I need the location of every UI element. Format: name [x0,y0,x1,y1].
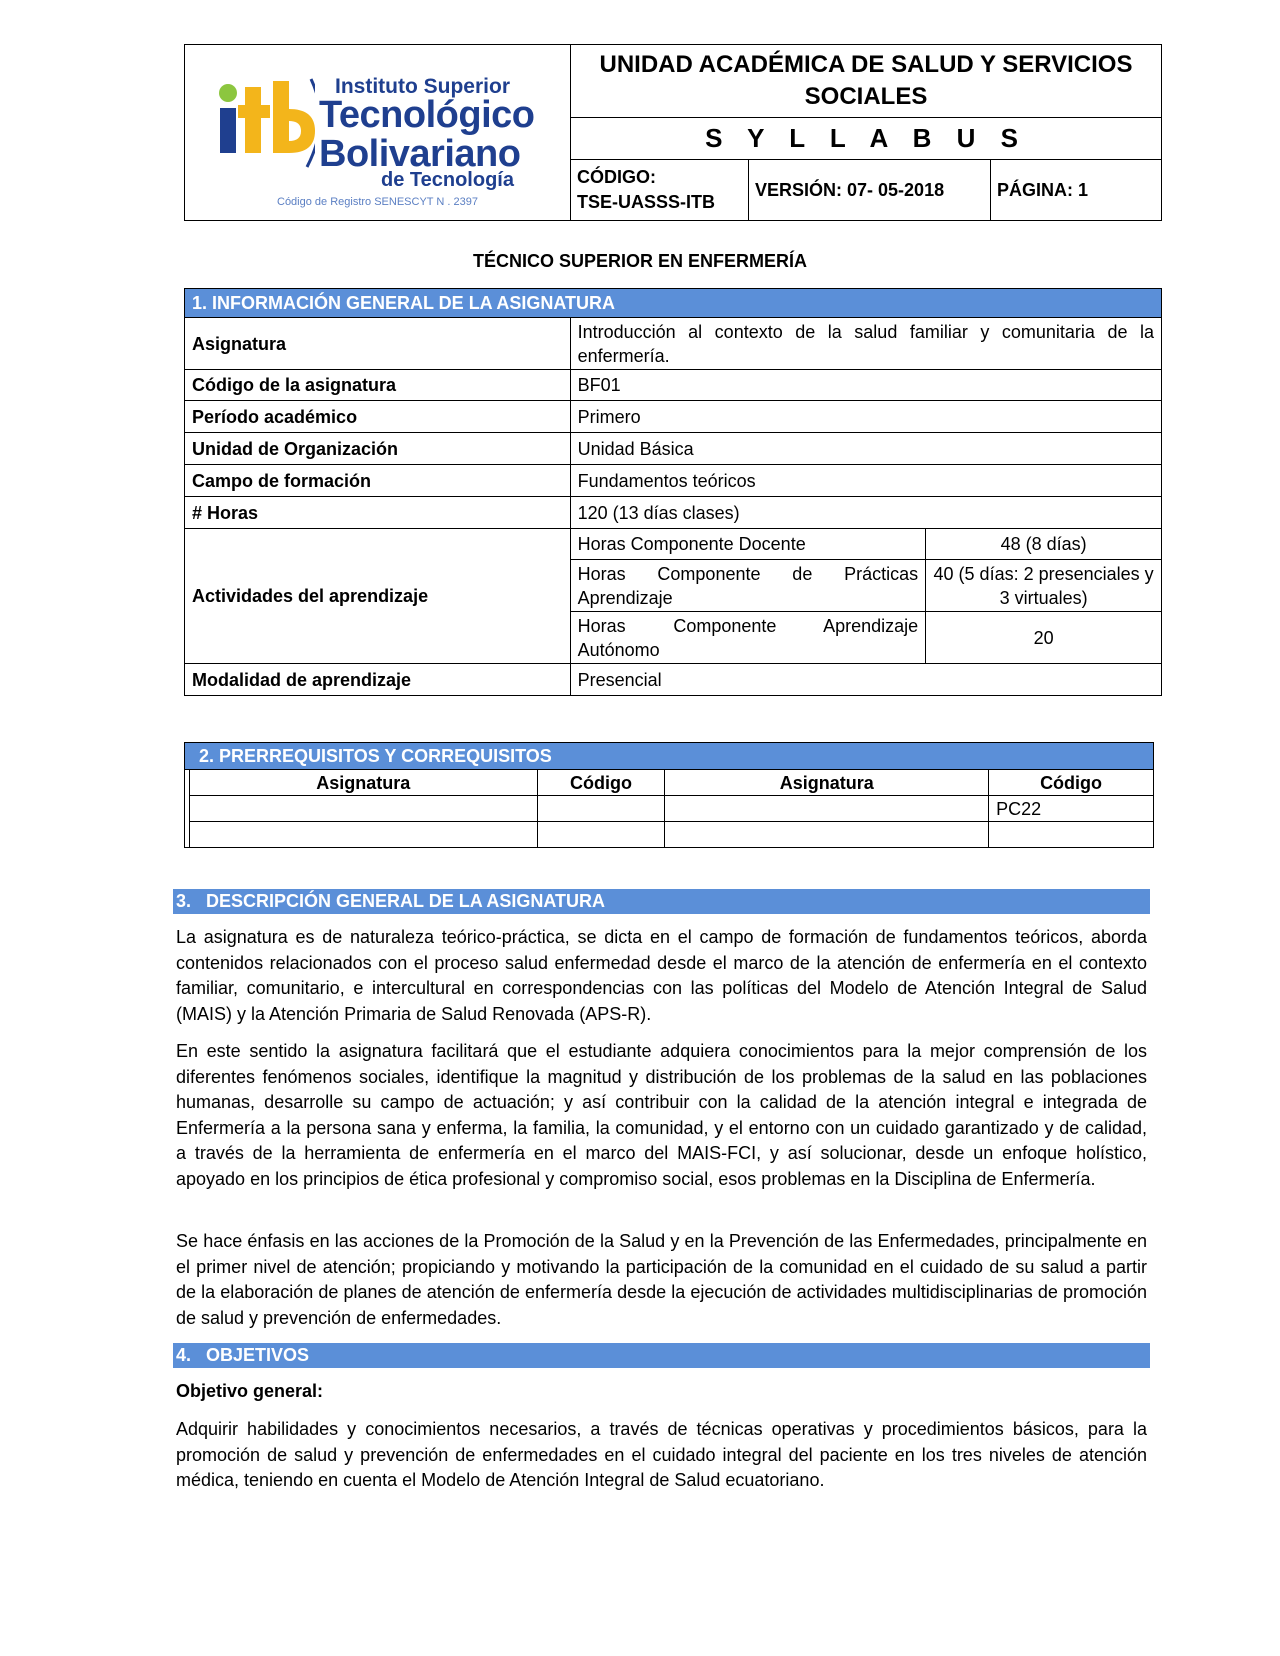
logo-line-4: de Tecnología [381,169,514,191]
row-label: Período académico [185,401,571,433]
table-cell [665,822,989,848]
activity-hours: 40 (5 días: 2 presenciales y 3 virtuales) [926,560,1162,612]
document-header [184,44,1162,221]
logo-line-2: Tecnológico [319,94,535,136]
code-label: CÓDIGO: [577,167,656,187]
row-label: Campo de formación [185,465,571,497]
row-value: Unidad Básica [570,433,1161,465]
table-cell [537,796,665,822]
section1-header-row [185,289,1162,318]
row-label: Modalidad de aprendizaje [185,664,571,696]
section4-title: OBJETIVOS [206,1345,310,1365]
logo-line-3: Bolivariano [319,133,521,175]
table-cell [189,796,537,822]
row-label: # Horas [185,497,571,529]
general-info-table [184,288,1162,696]
row-label: Código de la asignatura [185,370,571,401]
column-header: Asignatura [189,770,537,796]
version-cell: VERSIÓN: 07- 05-2018 [749,160,991,220]
section4-number: 4. [176,1345,192,1365]
table-cell: PC22 [989,796,1154,822]
prerequisites-table [184,742,1154,848]
program-title: TÉCNICO SUPERIOR EN ENFERMERÍA [472,251,808,271]
row-label: Asignatura [185,318,571,370]
section2-title: 2. PRERREQUISITOS Y CORREQUISITOS [185,743,1154,770]
section3-title: DESCRIPCIÓN GENERAL DE LA ASIGNATURA [206,891,606,911]
section1-title: 1. INFORMACIÓN GENERAL DE LA ASIGNATURA [185,289,1162,318]
row-label: Unidad de Organización [185,433,571,465]
itb-logo-icon [215,75,315,175]
table-row [185,529,1162,560]
section3-header [173,889,1150,914]
page-number-cell: PÁGINA: 1 [997,179,1089,200]
table-row [185,465,1162,497]
general-objective-text: Adquirir habilidades y conocimientos necesarios, a través de técnicas operativas y procedimientos básicos, para la promoción de salud y prevención de enfermedades en el cuidado integral del paciente en los tres niveles de atención médica, teniendo en cuenta el Modelo de Atención Integral de Salud ecuatoriano. [176,1419,1147,1490]
table-row [185,433,1162,465]
table-row [185,318,1162,370]
table-header-row [185,770,1154,796]
activities-label: Actividades del aprendizaje [185,529,571,664]
academic-unit: UNIDAD ACADÉMICA DE SALUD Y SERVICIOS SOCIALES [571,45,1161,118]
activity-hours: 20 [926,612,1162,664]
table-row [185,370,1162,401]
description-paragraph-2: En este sentido la asignatura facilitará que el estudiante adquiera conocimientos para la mejor comprensión de los diferentes fenómenos sociales, identifique la magnitud y distribución de los problemas de la salud en las poblaciones humanas, desarrolle su campo de actuación; y así contribuir con la calidad de la atención integral e integrada de Enfermería a la persona sana y enferma, la familia, la comunidad, y el entorno con un cuidado garantizado y de calidad, a través de la herramienta de enfermería en el marco del MAIS-FCI, y así solucionar, desde un enfoque holístico, apoyado en los principios de ética profesional y compromiso social, esos problemas en la Disciplina de Enfermería. [176,1041,1147,1189]
row-value: 120 (13 días clases) [570,497,1161,529]
activity-hours: 48 (8 días) [926,529,1162,560]
table-cell [665,796,989,822]
section3-number: 3. [176,891,192,911]
row-value: Presencial [570,664,1161,696]
header-meta-row [571,160,1161,220]
table-row [185,664,1162,696]
section2-header-row [185,743,1154,770]
row-value: BF01 [570,370,1161,401]
table-row [185,497,1162,529]
general-objective-label: Objetivo general: [176,1381,324,1401]
row-value: Introducción al contexto de la salud familiar y comunitaria de la enfermería. [570,318,1161,370]
table-row [185,796,1154,822]
table-row [185,822,1154,848]
description-paragraph-1: La asignatura es de naturaleza teórico-práctica, se dicta en el campo de formación de fundamentos teóricos, aborda contenidos relacionados con el proceso salud enfermedad desde el marco de la atención de enfermería en el contexto familiar, comunitario, e intercultural en correspondencias con las políticas del Modelo de Atención Integral de Salud (MAIS) y la Atención Primaria de Salud Renovada (APS-R). [176,927,1147,1024]
header-info [571,45,1161,220]
activity-name: Horas Componente de Prácticas Aprendizaje [570,560,926,612]
section4-header [173,1343,1150,1368]
description-paragraph-3: Se hace énfasis en las acciones de la Promoción de la Salud y en la Prevención de las Enfermedades, principalmente en el primer nivel de atención; propiciando y motivando la participación de la comunidad en el cuidado de su salud a partir de la elaboración de planes de atención de enfermería desde la ejecución de actividades multidisciplinarias de promoción de salud y prevención de enfermedades. [176,1231,1147,1328]
logo-registry: Código de Registro SENESCYT N . 2397 [277,196,478,208]
code-value: TSE-UASSS-ITB [577,192,716,212]
institution-logo [185,45,571,220]
table-cell [537,822,665,848]
column-header: Asignatura [665,770,989,796]
table-cell [189,822,537,848]
document-type: S Y L L A B U S [571,118,1161,160]
row-value: Fundamentos teóricos [570,465,1161,497]
logo-line-1: Instituto Superior [335,75,510,98]
activity-name: Horas Componente Docente [570,529,926,560]
activity-name: Horas Componente Aprendizaje Autónomo [570,612,926,664]
table-cell [989,822,1154,848]
row-value: Primero [570,401,1161,433]
code-cell [571,160,749,220]
table-row [185,401,1162,433]
column-header: Código [537,770,665,796]
column-header: Código [989,770,1154,796]
